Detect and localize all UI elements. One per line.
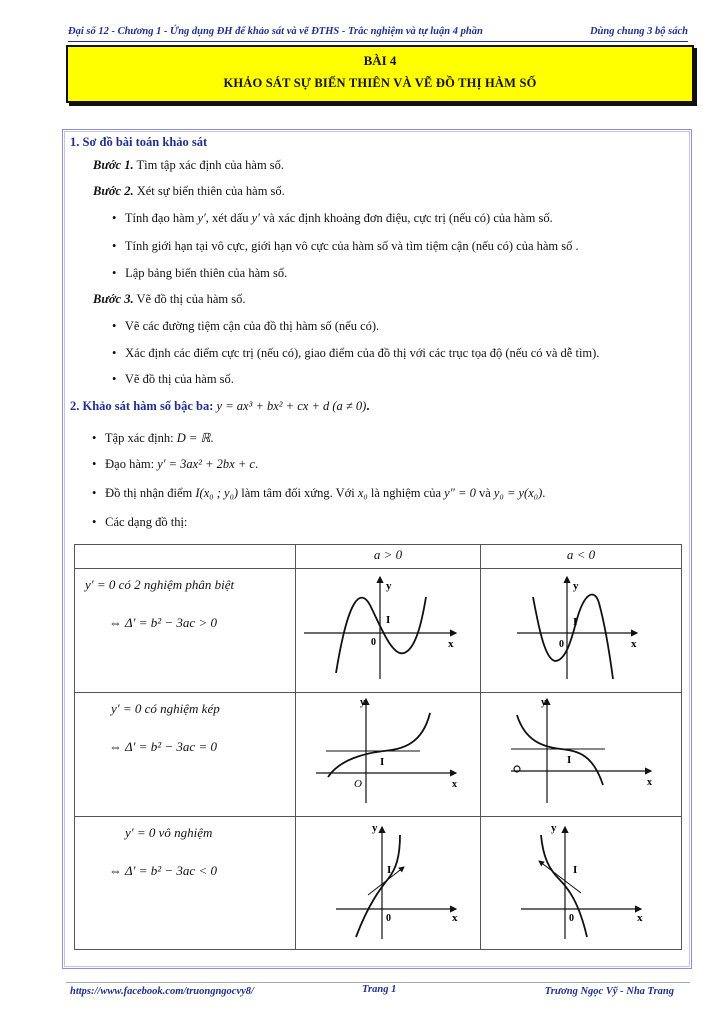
bullet-domain bbox=[92, 430, 214, 446]
row3-cond-text: y′ = 0 vô nghiệm bbox=[125, 825, 213, 840]
bullet-points-text: Xác định các điểm cực trị (nếu có), giao điểm của đồ thị với các trục tọa độ (nếu có và dễ tìm). bbox=[125, 346, 600, 360]
step3 bbox=[93, 292, 246, 307]
label-x: x bbox=[647, 777, 652, 788]
row3-graph-neg bbox=[481, 817, 682, 950]
cubic-formula: y = ax³ + bx² + cx + d (a ≠ 0) bbox=[216, 399, 367, 413]
bullet-draw-text: Vẽ đồ thị của hàm số. bbox=[124, 372, 234, 386]
bullet-table-text: Lập bảng biến thiên của hàm số. bbox=[125, 266, 288, 280]
label-x: x bbox=[452, 912, 458, 924]
lesson-title-box bbox=[66, 45, 694, 103]
graph-double-root-pos bbox=[296, 693, 480, 811]
header-left-text: Đại số 12 - Chương 1 - Ứng dụng ĐH để khảo sát và vẽ ĐTHS - Trắc nghiệm và tự luận 4 phần bbox=[68, 26, 483, 37]
page-number: Trang 1 bbox=[362, 984, 397, 995]
domain-end: . bbox=[210, 431, 214, 445]
page-footer bbox=[66, 986, 690, 1000]
bullet-symmetry bbox=[92, 486, 545, 501]
graph-no-root-neg bbox=[481, 817, 681, 944]
row1-delta-text: ⇔ Δ′ = b² − 3ac > 0 bbox=[109, 615, 217, 630]
row1-graph-neg bbox=[481, 569, 682, 693]
sym-and: và bbox=[478, 486, 491, 500]
label-origin: 0 bbox=[559, 639, 564, 650]
row1-graph-pos bbox=[296, 569, 481, 693]
cubic-curve bbox=[533, 595, 613, 679]
row2-condition bbox=[75, 693, 296, 817]
sym-mid: làm tâm đối xứng. Với bbox=[241, 486, 355, 500]
domain-value: D = ℝ bbox=[176, 431, 211, 445]
domain-label: Tập xác định: bbox=[104, 431, 174, 445]
lesson-number: BÀI 4 bbox=[363, 53, 397, 68]
label-y: y bbox=[541, 697, 546, 708]
formula-end: . bbox=[366, 399, 370, 413]
label-y: y bbox=[386, 580, 392, 592]
step2 bbox=[93, 184, 285, 199]
graph-two-extrema-neg bbox=[481, 569, 681, 687]
sym-mid2: là nghiệm của bbox=[370, 486, 441, 500]
graph-two-extrema-pos bbox=[296, 569, 480, 687]
bullet-shapes bbox=[92, 515, 187, 530]
footer-link[interactable]: https://www.facebook.com/truongngocvy8/ bbox=[70, 986, 254, 997]
bullet-table bbox=[112, 266, 287, 281]
table-header-pos bbox=[296, 545, 481, 569]
sym-y0: y₀ = y(x₀) bbox=[493, 486, 543, 500]
label-center: I bbox=[387, 864, 392, 876]
shapes-label: Các dạng đồ thị: bbox=[105, 515, 188, 529]
sym-eq: y" = 0 bbox=[444, 486, 476, 500]
bullet-derivative-post: và xác định khoảng đơn điệu, cực trị (nếu có) của hàm số. bbox=[263, 211, 553, 225]
bullet-icon: • bbox=[92, 515, 97, 529]
label-center: I bbox=[567, 754, 572, 766]
footer-rule bbox=[66, 982, 690, 983]
section2-title-line bbox=[70, 399, 369, 414]
label-y: y bbox=[551, 822, 557, 834]
cubic-shapes-table bbox=[74, 544, 682, 950]
label-origin: 0 bbox=[371, 637, 376, 648]
cubic-curve bbox=[336, 597, 426, 673]
step3-text: Vẽ đồ thị của hàm số. bbox=[136, 292, 246, 306]
deriv-end: . bbox=[254, 457, 259, 471]
bullet-derivative-mid: , xét dấu bbox=[205, 211, 249, 225]
lesson-title: KHẢO SÁT SỰ BIẾN THIÊN VÀ VẼ ĐỒ THỊ HÀM SỐ bbox=[223, 76, 537, 90]
label-y: y bbox=[360, 697, 365, 708]
step2-text: Xét sự biến thiên của hàm số. bbox=[136, 184, 285, 198]
table-header-empty bbox=[75, 545, 296, 569]
yprime-1: y′ bbox=[197, 211, 206, 225]
col-a-negative: a < 0 bbox=[566, 547, 596, 562]
bullet-limits-text: Tính giới hạn tại vô cực, giới hạn vô cực của hàm số và tìm tiệm cận (nếu có) của hàm số . bbox=[124, 239, 579, 253]
label-x: x bbox=[452, 779, 457, 790]
cubic-curve bbox=[356, 835, 400, 937]
step1-label: Bước 1. bbox=[93, 158, 134, 172]
label-origin: 0 bbox=[569, 913, 574, 924]
bullet-draw bbox=[112, 372, 234, 387]
label-x: x bbox=[637, 912, 643, 924]
bullet-points bbox=[112, 346, 599, 361]
row1-condition bbox=[75, 569, 296, 693]
cubic-curve bbox=[517, 715, 603, 785]
row3-graph-pos bbox=[296, 817, 481, 950]
step2-label: Bước 2. bbox=[93, 184, 134, 198]
label-center: I bbox=[573, 616, 578, 628]
row2-cond-text: y′ = 0 có nghiệm kép bbox=[111, 701, 220, 716]
cubic-curve bbox=[541, 835, 587, 937]
page-header bbox=[68, 26, 688, 40]
bullet-icon: • bbox=[112, 319, 117, 333]
label-center: I bbox=[573, 864, 578, 876]
section2-heading: 2. Khảo sát hàm số bậc ba: bbox=[70, 399, 214, 413]
graph-no-root-pos bbox=[296, 817, 480, 944]
bullet-icon: • bbox=[92, 486, 97, 500]
bullet-icon: • bbox=[92, 431, 97, 445]
sym-point: I(x₀ ; y₀) bbox=[195, 486, 239, 500]
deriv-value: y′ = 3ax² + 2bx + c bbox=[157, 457, 255, 471]
header-right-text: Dùng chung 3 bộ sách bbox=[589, 26, 688, 37]
bullet-icon: • bbox=[112, 372, 117, 386]
col-a-positive: a > 0 bbox=[373, 547, 403, 562]
label-origin: 0 bbox=[386, 913, 391, 924]
bullet-icon: • bbox=[112, 266, 117, 280]
label-center: I bbox=[380, 756, 385, 768]
step1-text: Tìm tập xác định của hàm số. bbox=[136, 158, 285, 172]
bullet-derivative bbox=[112, 211, 553, 226]
bullet-limits bbox=[112, 239, 579, 254]
bullet-icon: • bbox=[112, 239, 117, 253]
label-y: y bbox=[372, 822, 378, 834]
label-origin-o: O bbox=[354, 778, 362, 790]
cubic-curve bbox=[328, 713, 430, 777]
bullet-icon: • bbox=[92, 457, 97, 471]
bullet-deriv bbox=[92, 457, 258, 472]
row2-graph-neg bbox=[481, 693, 682, 817]
yprime-2: y′ bbox=[251, 211, 260, 225]
label-x: x bbox=[631, 638, 637, 650]
step3-label: Bước 3. bbox=[93, 292, 134, 306]
row2-delta-text: ⇔ Δ′ = b² − 3ac = 0 bbox=[109, 739, 217, 754]
bullet-asymptotes-text: Vẽ các đường tiệm cận của đồ thị hàm số (nếu có). bbox=[124, 319, 380, 333]
label-y: y bbox=[573, 580, 579, 592]
sym-end: . bbox=[542, 486, 546, 500]
table-header-neg bbox=[481, 545, 682, 569]
bullet-icon: • bbox=[112, 211, 117, 225]
row3-delta-text: ⇔ Δ′ = b² − 3ac < 0 bbox=[109, 863, 217, 878]
section1-heading: 1. Sơ đồ bài toán khảo sát bbox=[70, 135, 208, 149]
bullet-derivative-pre: Tính đạo hàm bbox=[124, 211, 195, 225]
row2-graph-pos bbox=[296, 693, 481, 817]
header-rule bbox=[68, 41, 688, 42]
deriv-label: Đạo hàm: bbox=[105, 457, 155, 471]
graph-double-root-neg bbox=[481, 693, 681, 811]
row3-condition bbox=[75, 817, 296, 950]
bullet-icon: • bbox=[112, 346, 117, 360]
row1-cond-text: y′ = 0 có 2 nghiệm phân biệt bbox=[85, 577, 235, 592]
label-center: I bbox=[386, 614, 391, 626]
step1 bbox=[93, 158, 284, 173]
sym-x0: x₀ bbox=[357, 486, 368, 500]
footer-author: Trương Ngọc Vỹ - Nha Trang bbox=[544, 986, 674, 997]
bullet-asymptotes bbox=[112, 319, 379, 334]
sym-pre: Đồ thị nhận điểm bbox=[105, 486, 193, 500]
label-x: x bbox=[448, 638, 454, 650]
